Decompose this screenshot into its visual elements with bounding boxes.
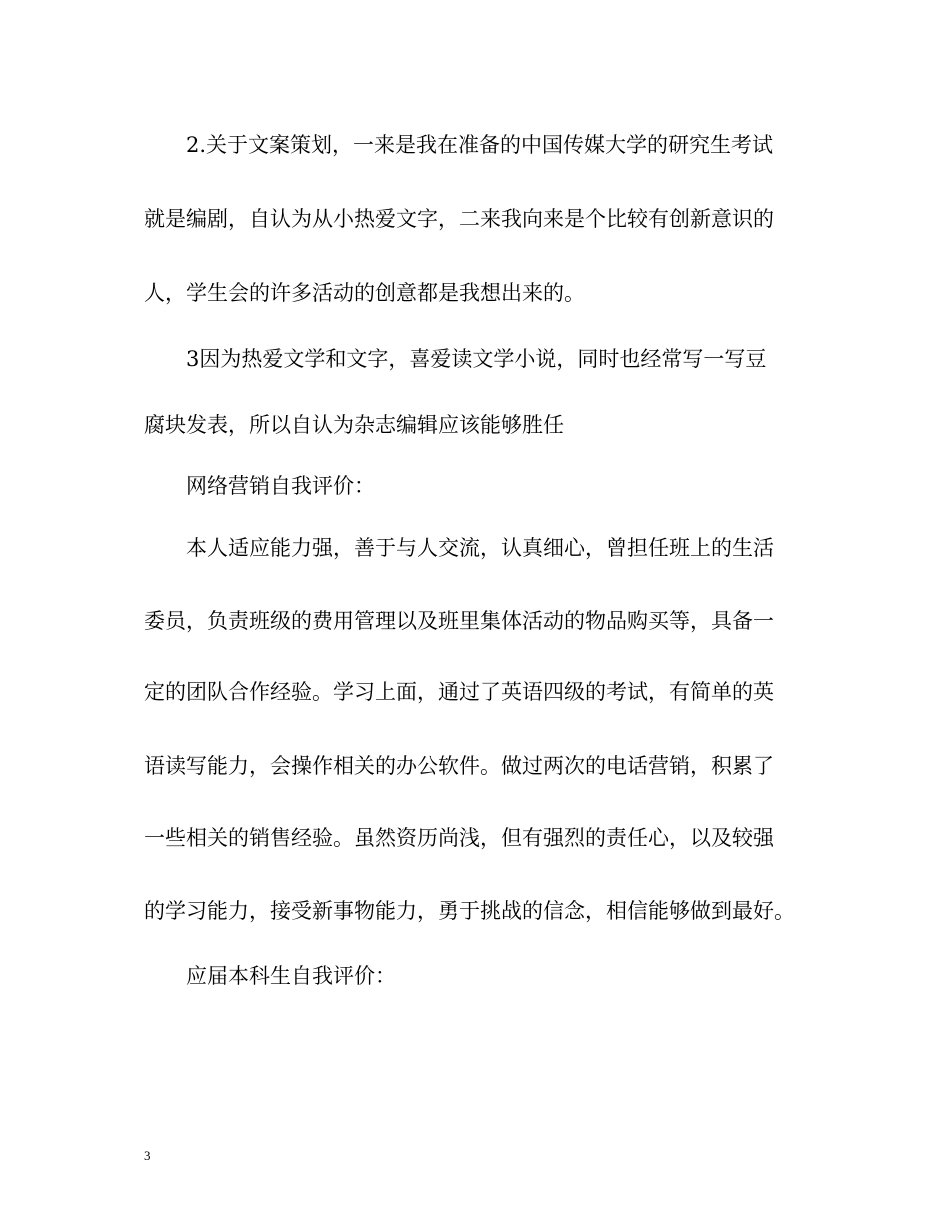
text-line-4: 3因为热爱文学和文字，喜爱读文学小说，同时也经常写一写豆	[186, 347, 767, 371]
page-number: 3	[144, 1148, 151, 1163]
text-line-8: 委员，负责班级的费用管理以及班里集体活动的物品购买等，具备一	[144, 609, 774, 633]
text-line-5: 腐块发表，所以自认为杂志编辑应该能够胜任	[144, 413, 564, 437]
text-line-2: 就是编剧，自认为从小热爱文字，二来我向来是个比较有创新意识的	[144, 207, 774, 231]
text-line-1: 2.关于文案策划，一来是我在准备的中国传媒大学的研究生考试	[186, 133, 774, 157]
section-heading-online-marketing: 网络营销自我评价：	[186, 474, 375, 498]
text-line-7: 本人适应能力强，善于与人交流，认真细心，曾担任班上的生活	[186, 536, 774, 560]
text-line-10: 语读写能力，会操作相关的办公软件。做过两次的电话营销，积累了	[144, 754, 774, 778]
text-line-9: 定的团队合作经验。学习上面，通过了英语四级的考试，有简单的英	[144, 680, 774, 704]
text-line-12: 的学习能力，接受新事物能力，勇于挑战的信念，相信能够做到最好。	[144, 899, 795, 923]
text-line-11: 一些相关的销售经验。虽然资历尚浅，但有强烈的责任心，以及较强	[144, 826, 774, 850]
text-line-3: 人，学生会的许多活动的创意都是我想出来的。	[144, 281, 585, 305]
section-heading-graduate: 应届本科生自我评价：	[186, 964, 396, 988]
